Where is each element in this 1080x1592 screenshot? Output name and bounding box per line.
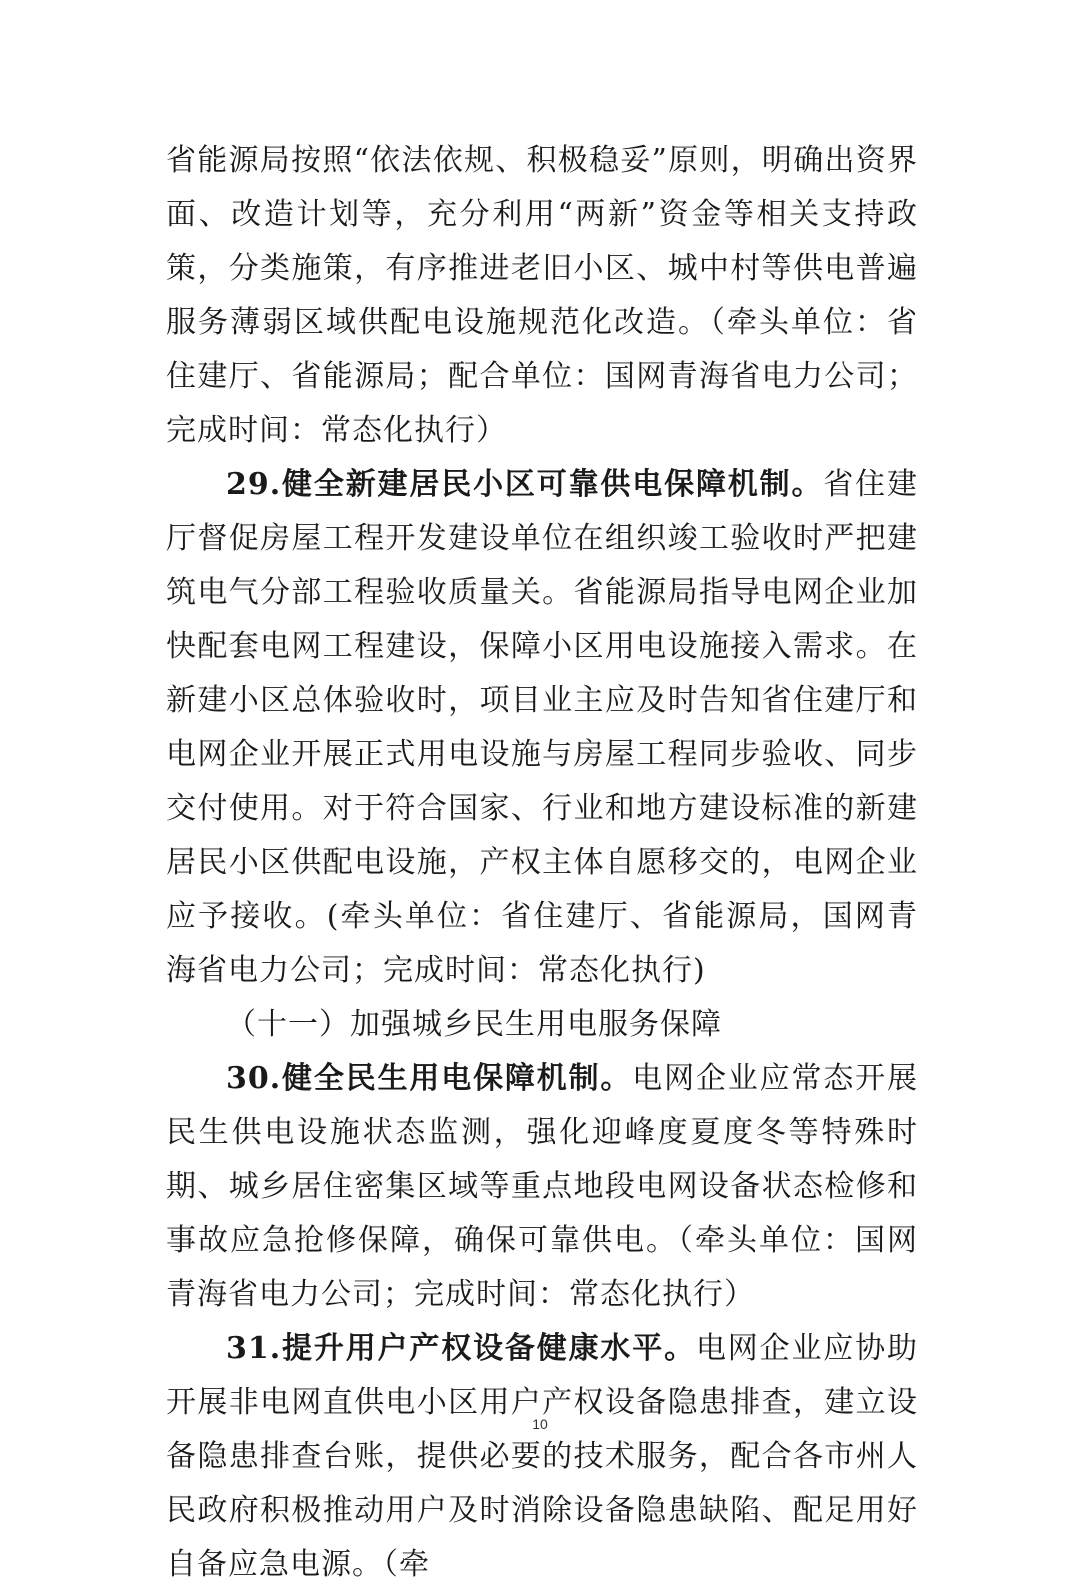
paragraph-item-31: [166, 1322, 918, 1592]
paragraph-text: 电网企业应协助开展非电网直供电小区用户产权设备隐患排查，建立设备隐患排查台账，提供必要的技术服务，配合各市州人民政府积极推动用户及时消除设备隐患缺陷、配足用好自备应急电源。（牵: [166, 1331, 918, 1582]
item-heading: 30.健全民生用电保障机制。: [226, 1061, 633, 1096]
section-title: （十一）加强城乡民生用电服务保障: [226, 1007, 722, 1042]
paragraph-text: 电网企业应常态开展民生供电设施状态监测，强化迎峰度夏度冬等特殊时期、城乡居住密集区域等重点地段电网设备状态检修和事故应急抢修保障，确保可靠供电。（牵头单位：国网青海省电力公司；完成时间：常态化执行）: [166, 1061, 918, 1312]
item-heading: 31.提升用户产权设备健康水平。: [226, 1331, 696, 1366]
paragraph-text: 省能源局按照“依法依规、积极稳妥”原则，明确出资界面、改造计划等，充分利用“两新”资金等相关支持政策，分类施策，有序推进老旧小区、城中村等供电普遍服务薄弱区域供配电设施规范化改造。（牵头单位：省住建厅、省能源局；配合单位：国网青海省电力公司；完成时间：常态化执行）: [166, 143, 918, 448]
paragraph-text: 省住建厅督促房屋工程开发建设单位在组织竣工验收时严把建筑电气分部工程验收质量关。省能源局指导电网企业加快配套电网工程建设，保障小区用电设施接入需求。在新建小区总体验收时，项目业主应及时告知省住建厅和电网企业开展正式用电设施与房屋工程同步验收、同步交付使用。对于符合国家、行业和地方建设标准的新建居民小区供配电设施，产权主体自愿移交的，电网企业应予接收。(牵头单位：省住建厅、省能源局，国网青海省电力公司；完成时间：常态化执行): [166, 467, 918, 988]
paragraph-item-30: [166, 1052, 918, 1322]
body-text: [166, 134, 918, 1592]
section-heading: [166, 998, 918, 1052]
paragraph-item-29: [166, 458, 918, 998]
paragraph-continuation: [166, 134, 918, 458]
item-heading: 29.健全新建居民小区可靠供电保障机制。: [226, 467, 824, 502]
page-number: 10: [532, 1416, 548, 1432]
